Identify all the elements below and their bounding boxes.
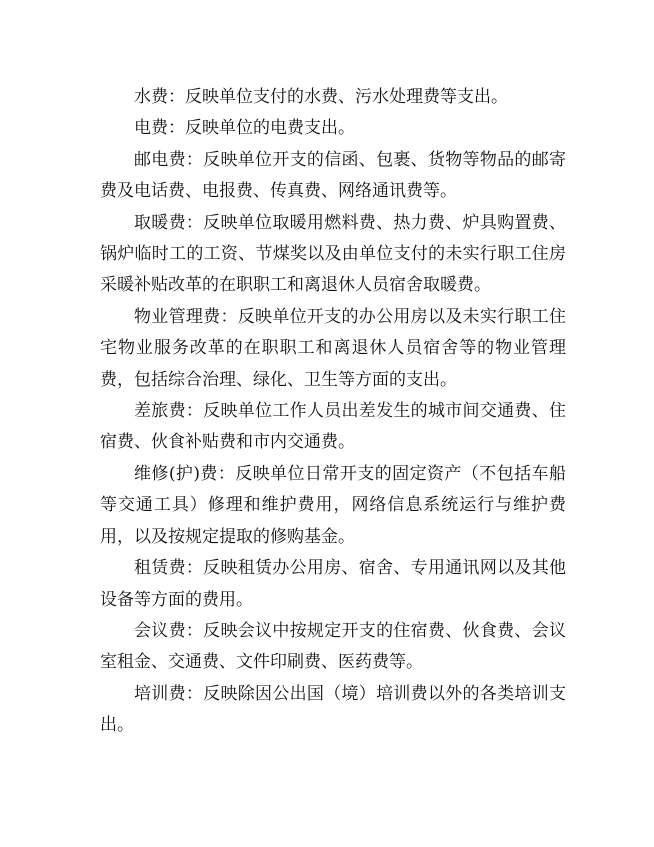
- paragraph-electricity-fee: 电费：反映单位的电费支出。: [134, 118, 355, 139]
- paragraph-meeting-fee: 会议费：反映会议中按规定开支的住宿费、伙食费、会议室租金、交通费、文件印刷费、医药费等。: [100, 620, 566, 673]
- paragraph-travel-expense: 差旅费：反映单位工作人员出差发生的城市间交通费、住宿费、伙食补贴费和市内交通费。: [100, 401, 566, 453]
- paragraph-property-management-fee: 物业管理费：反映单位开支的办公用房以及未实行职工住宅物业服务改革的在职职工和离退休人员宿舍等的物业管理费，包括综合治理、绿化、卫生等方面的支出。: [100, 306, 566, 390]
- paragraph-maintenance-fee: 维修(护)费：反映单位日常开支的固定资产（不包括车船等交通工具）修理和维护费用，网络信息系统运行与维护费用，以及按规定提取的修购基金。: [100, 463, 566, 547]
- paragraph-training-fee: 培训费：反映除因公出国（境）培训费以外的各类培训支出。: [100, 683, 566, 736]
- paragraph-rental-fee: 租赁费：反映租赁办公用房、宿舍、专用通讯网以及其他设备等方面的费用。: [100, 558, 566, 610]
- document-body: [100, 82, 566, 742]
- paragraph-water-fee: 水费：反映单位支付的水费、污水处理费等支出。: [134, 87, 508, 107]
- paragraph-heating-fee: 取暖费：反映单位取暖用燃料费、热力费、炉具购置费、锅炉临时工的工资、节煤奖以及由单位支付的未实行职工住房采暖补贴改革的在职职工和离退休人员宿舍取暖费。: [100, 212, 566, 296]
- paragraph-postal-telecom-fee: 邮电费：反映单位开支的信函、包裹、货物等物品的邮寄费及电话费、电报费、传真费、网络通讯费等。: [100, 149, 566, 202]
